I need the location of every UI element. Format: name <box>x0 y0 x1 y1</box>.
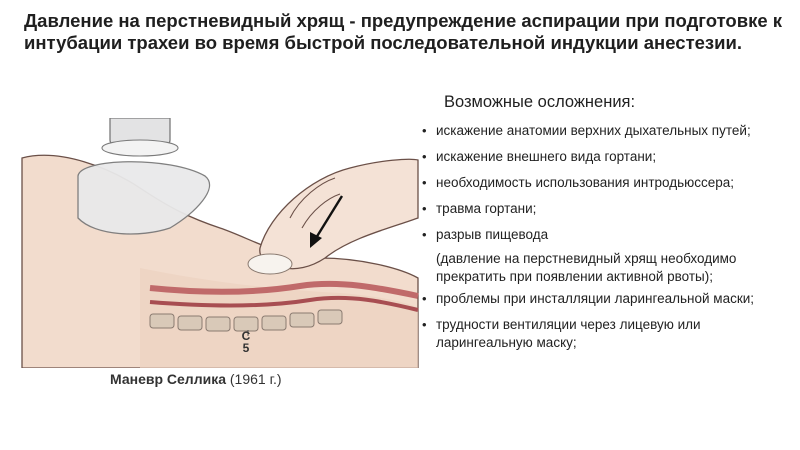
vertebra <box>290 313 314 327</box>
c5-label-letter: С <box>241 329 251 343</box>
list-item-text: травма гортани; <box>436 201 537 216</box>
caption-year: (1961 г.) <box>229 371 282 387</box>
list-item-text: искажение внешнего вида гортани; <box>436 149 657 164</box>
bullet-icon: • <box>422 175 427 190</box>
complications-list <box>422 122 792 352</box>
c5-label-number: 5 <box>242 341 250 355</box>
list-item <box>422 226 792 286</box>
list-item <box>422 200 792 218</box>
list-item-note: (давление на перстневидный хрящ необходимо прекратить при появлении активной рвоты); <box>436 251 737 284</box>
slide-title: Давление на перстневидный хрящ - предупреждение аспирации при подготовке к интубации трахеи во время быстрой последовательной индукции анестезии. <box>24 10 783 53</box>
vertebra <box>318 310 342 324</box>
list-item-text: трудности вентиляции через лицевую или ларингеальную маску; <box>436 317 701 350</box>
cricoid-cartilage <box>248 254 292 274</box>
bullet-icon: • <box>422 123 427 138</box>
clinician-hand <box>260 159 418 268</box>
list-item-text: проблемы при инсталляции ларингеальной маски; <box>436 291 755 306</box>
complications-section <box>422 92 792 360</box>
list-item-text: необходимость использования интродьюссера; <box>436 175 735 190</box>
vertebra <box>178 316 202 330</box>
mask-ring <box>102 140 178 156</box>
vertebra <box>262 316 286 330</box>
list-item-text: разрыв пищевода <box>436 227 549 242</box>
illustration-svg <box>20 118 420 368</box>
complications-heading: Возможные осложнения: <box>444 93 636 111</box>
sellick-maneuver-illustration <box>20 118 420 368</box>
vertebra <box>206 317 230 331</box>
vertebra <box>150 314 174 328</box>
figure-caption <box>110 371 282 387</box>
list-item <box>422 148 792 166</box>
bullet-icon: • <box>422 291 427 306</box>
list-item <box>422 122 792 140</box>
list-item <box>422 290 792 308</box>
list-item <box>422 174 792 192</box>
bullet-icon: • <box>422 201 427 216</box>
bullet-icon: • <box>422 227 427 242</box>
vertebra-c5-label <box>238 330 254 354</box>
caption-main: Маневр Селлика <box>110 371 226 387</box>
bullet-icon: • <box>422 149 427 164</box>
list-item <box>422 316 792 352</box>
bullet-icon: • <box>422 317 427 332</box>
list-item-text: искажение анатомии верхних дыхательных путей; <box>436 123 751 138</box>
